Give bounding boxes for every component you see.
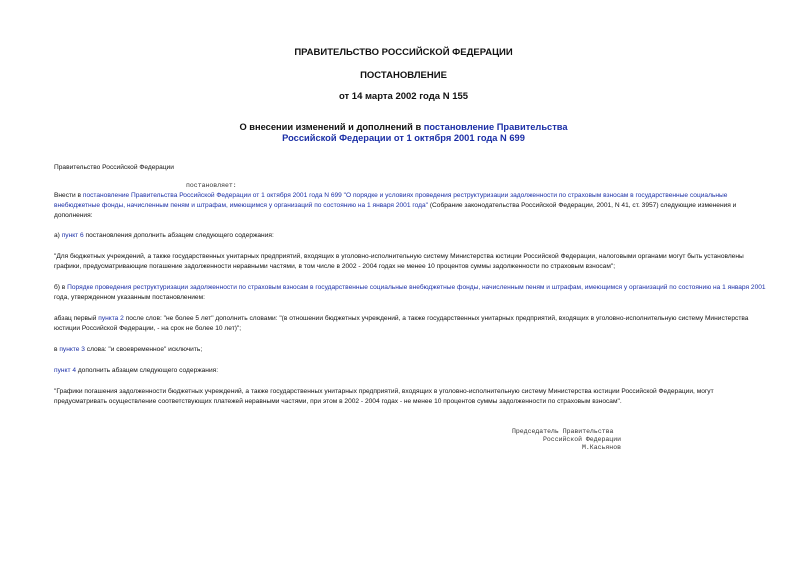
- paragraph-introduction: [54, 191, 768, 221]
- p8-text-b: слова: "и своевременное" исключить;: [84, 346, 203, 353]
- document-type: ПОСТАНОВЛЕНИЕ: [360, 70, 447, 81]
- paragraph-point-3: [54, 345, 768, 355]
- title-link-resolution-date[interactable]: Российской Федерации от 1 октября 2001 года N 699: [282, 133, 525, 143]
- p8-text-a: в: [54, 346, 60, 353]
- link-point-6[interactable]: пункт 6: [61, 232, 84, 239]
- title-link-resolution[interactable]: постановление Правительства: [423, 122, 568, 132]
- link-restructuring-procedure[interactable]: Порядке проведения реструктуризации задолженности по страховым взносам в государственные социальные внебюджетные фонды, начисленным пеням и штрафам, имеющимся у организаций по состоянию на 1 января 2001: [67, 284, 766, 291]
- p4-text-a: а): [54, 232, 62, 239]
- signature-name: М.Касьянов: [582, 444, 622, 451]
- p9-text-b: дополнить абзацем следующего содержания:: [76, 367, 219, 374]
- paragraph-quote-2: "Графики погашения задолженности бюджетных учреждений, а также государственных унитарных предприятий, входящих в уголовно-исполнительную систему Министерства юстиции Российской Федерации, могут предусматривать осуществление соответствующих платежей неравными частями, при этом в 2002 - 2004 годах - не менее 10 процентов суммы задолженности по страховым взносам".: [54, 388, 714, 405]
- paragraph-quote-1: "Для бюджетных учреждений, а также государственных унитарных предприятий, входящих в уголовно-исполнительную систему Министерства юстиции Российской Федерации, налоговыми органами могут быть установлены графики, предусматривающие погашение задолженности неравными частями, в том числе в 2002 - 2004 годах не менее 10 процентов суммы задолженности по страховым взносам";: [54, 253, 744, 270]
- government-heading: ПРАВИТЕЛЬСТВО РОССИЙСКОЙ ФЕДЕРАЦИИ: [294, 47, 513, 58]
- p6-text-b: года, утвержденном указанным постановлением:: [54, 294, 205, 301]
- p3-text-a: Внести в: [54, 192, 83, 199]
- paragraph-b: [54, 283, 768, 303]
- paragraph-a: [54, 231, 768, 241]
- p4-text-b: постановления дополнить абзацем следующего содержания:: [83, 232, 274, 239]
- link-point-3[interactable]: пункте 3: [59, 346, 85, 353]
- signature-country: Российской Федерации: [543, 436, 622, 443]
- document-date-number: от 14 марта 2002 года N 155: [338, 91, 469, 102]
- link-point-4[interactable]: пункт 4: [54, 367, 76, 374]
- p6-text-a: б) в: [54, 284, 68, 291]
- link-point-2[interactable]: пункта 2: [98, 315, 124, 322]
- title-prefix: О внесении изменений и дополнений в: [239, 122, 424, 132]
- document-title: [0, 122, 807, 132]
- government-line: Правительство Российской Федерации: [54, 164, 174, 171]
- signature-title: Председатель Правительства: [512, 428, 614, 435]
- paragraph-point-2: [54, 314, 768, 334]
- p7-text-b: после слов: "не более 5 лет" дополнить словами: "(в отношении бюджетных учреждений, а также государственных унитарных предприятий, входящих в уголовно-исполнительную систему Министерства юстиции Российской Федерации, - на срок не более 10 лет)";: [54, 315, 749, 332]
- p7-text-a: абзац первый: [54, 315, 99, 322]
- link-resolution-699[interactable]: постановление Правительства Российской Федерации от 1 октября 2001 года N 699 "О порядке и условиях проведения реструктуризации задолженности по страховым взносам в государственные социальные внебюджетные фонды, начисленным пеням и штрафам, имеющимся у организаций по состоянию на 1 января 2001 года": [54, 192, 728, 209]
- resolves-line: постановляет:: [186, 182, 237, 189]
- paragraph-point-4: [54, 366, 768, 376]
- p3-text-b: (Собрание законодательства Российской Федерации, 2001, N 41, ст. 3957) следующие изменения и дополнения:: [54, 202, 737, 219]
